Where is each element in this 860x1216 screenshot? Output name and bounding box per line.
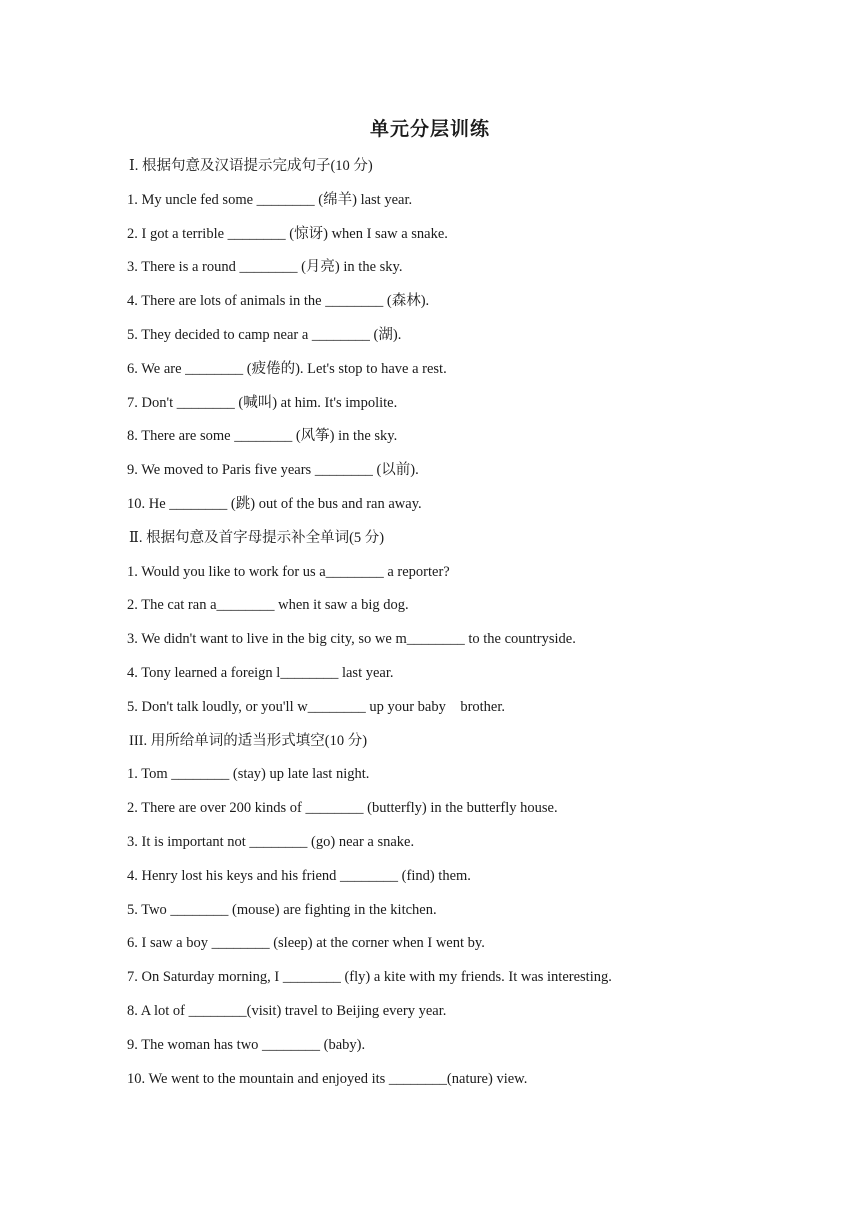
question-1-7: 7. Don't ________ (喊叫) at him. It's impolite. — [127, 394, 398, 411]
question-1-5: 5. They decided to camp near a ________ (湖). — [127, 326, 402, 343]
question-3-9: 9. The woman has two ________ (baby). — [127, 1036, 366, 1053]
question-1-8: 8. There are some ________ (风筝) in the sky. — [127, 428, 398, 445]
question-2-5: 5. Don't talk loudly, or you'll w________ up your baby brother. — [127, 698, 506, 715]
question-1-2: 2. I got a terrible ________ (惊讶) when I saw a snake. — [127, 225, 448, 242]
question-1-1: 1. My uncle fed some ________ (绵羊) last year. — [127, 191, 413, 208]
exercise-content — [127, 154, 827, 1100]
question-2-4: 4. Tony learned a foreign l________ last year. — [127, 664, 394, 681]
question-1-10: 10. He ________ (跳) out of the bus and ran away. — [127, 495, 422, 512]
question-2-1: 1. Would you like to work for us a________ a reporter? — [127, 563, 450, 580]
page-title: 单元分层训练 — [369, 118, 490, 140]
question-3-1: 1. Tom ________ (stay) up late last night. — [127, 766, 370, 783]
question-1-4: 4. There are lots of animals in the ________ (森林). — [127, 293, 430, 310]
question-2-2: 2. The cat ran a________ when it saw a big dog. — [127, 597, 409, 614]
question-3-3: 3. It is important not ________ (go) near a snake. — [127, 833, 415, 850]
question-1-3: 3. There is a round ________ (月亮) in the sky. — [127, 259, 403, 276]
question-3-10: 10. We went to the mountain and enjoyed its ________(nature) view. — [127, 1070, 528, 1087]
section-heading-3: III. 用所给单词的适当形式填空(10 分) — [129, 732, 368, 749]
question-3-4: 4. Henry lost his keys and his friend ________ (find) them. — [127, 867, 471, 884]
question-2-3: 3. We didn't want to live in the big city, so we m________ to the countryside. — [127, 631, 576, 648]
question-1-9: 9. We moved to Paris five years ________ (以前). — [127, 462, 419, 479]
question-3-7: 7. On Saturday morning, I ________ (fly) a kite with my friends. It was interesting. — [127, 969, 612, 986]
question-3-8: 8. A lot of ________(visit) travel to Beijing every year. — [127, 1002, 447, 1019]
question-1-6: 6. We are ________ (疲倦的). Let's stop to have a rest. — [127, 360, 447, 377]
question-3-2: 2. There are over 200 kinds of ________ (butterfly) in the butterfly house. — [127, 800, 558, 817]
section-heading-1: Ⅰ. 根据句意及汉语提示完成句子(10 分) — [129, 158, 373, 174]
question-3-5: 5. Two ________ (mouse) are fighting in the kitchen. — [127, 901, 437, 918]
section-heading-2: Ⅱ. 根据句意及首字母提示补全单词(5 分) — [129, 529, 385, 546]
question-3-6: 6. I saw a boy ________ (sleep) at the corner when I went by. — [127, 935, 485, 952]
